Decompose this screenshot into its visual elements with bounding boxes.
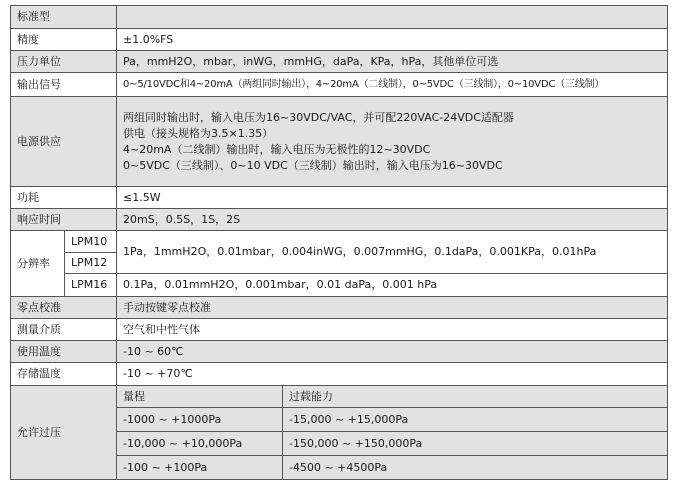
model-lpm10: LPM10 xyxy=(65,231,117,253)
pressure-unit-row xyxy=(11,51,668,73)
pressure-unit-label: 压力单位 xyxy=(11,51,117,73)
resolution-value-lpm10-lpm12: 1Pa，1mmH2O，0.01mbar，0.004inWG，0.007mmHG，0.1daPa，0.001KPa，0.01hPa xyxy=(117,231,668,274)
power-supply-row xyxy=(11,97,668,187)
zero-calibration-label: 零点校准 xyxy=(11,297,117,319)
model-lpm16: LPM16 xyxy=(65,274,117,297)
power-consumption-value: ≤1.5W xyxy=(117,187,668,209)
table-title: 标准型 xyxy=(11,6,117,29)
power-supply-value xyxy=(117,97,668,187)
power-supply-line: 两组同时输出时，输入电压为16~30VDC/VAC，并可配220VAC-24VDC适配器 xyxy=(123,110,514,124)
zero-calibration-value: 手动按键零点校准 xyxy=(117,297,668,319)
title-row xyxy=(11,6,668,29)
overpressure-overload: -4500 ~ +4500Pa xyxy=(283,456,668,480)
power-consumption-label: 功耗 xyxy=(11,187,117,209)
power-supply-line: 4~20mA（二线制）输出时，输入电压为无极性的12~30VDC xyxy=(123,142,431,156)
operating-temp-row xyxy=(11,341,668,363)
power-supply-label: 电源供应 xyxy=(11,97,117,187)
storage-temp-label: 存储温度 xyxy=(11,363,117,386)
output-signal-label: 输出信号 xyxy=(11,73,117,97)
spec-table xyxy=(10,5,668,480)
overpressure-header-row xyxy=(11,386,668,408)
output-signal-value: 0~5/10VDC和4~20mA（两组同时输出），4~20mA（二线制），0~5VDC（三线制），0~10VDC（三线制） xyxy=(117,73,668,97)
accuracy-label: 精度 xyxy=(11,29,117,51)
overpressure-range: -1000 ~ +1000Pa xyxy=(117,408,283,432)
storage-temp-row xyxy=(11,363,668,386)
medium-value: 空气和中性气体 xyxy=(117,319,668,341)
resolution-row xyxy=(11,231,668,253)
medium-row xyxy=(11,319,668,341)
power-supply-line: 0~5VDC（三线制）、0~10 VDC（三线制）输出时，输入电压为16~30VDC xyxy=(123,158,503,172)
overpressure-label: 允许过压 xyxy=(11,386,117,480)
storage-temp-value: -10 ~ +70℃ xyxy=(117,363,668,386)
output-signal-row xyxy=(11,73,668,97)
response-time-label: 响应时间 xyxy=(11,209,117,231)
response-time-row xyxy=(11,209,668,231)
response-time-value: 20mS，0.5S，1S，2S xyxy=(117,209,668,231)
power-consumption-row xyxy=(11,187,668,209)
resolution-value-lpm16: 0.1Pa，0.01mmH2O，0.001mbar，0.01 daPa，0.001 hPa xyxy=(117,274,668,297)
overpressure-overload: -15,000 ~ +15,000Pa xyxy=(283,408,668,432)
zero-calibration-row xyxy=(11,297,668,319)
power-supply-line: 供电（接头规格为3.5×1.35） xyxy=(123,126,274,140)
operating-temp-label: 使用温度 xyxy=(11,341,117,363)
overpressure-range: -100 ~ +100Pa xyxy=(117,456,283,480)
resolution-label: 分辨率 xyxy=(11,231,65,297)
model-lpm12: LPM12 xyxy=(65,253,117,274)
pressure-unit-value: Pa，mmH2O，mbar，inWG，mmHG，daPa，KPa，hPa，其他单位可选 xyxy=(117,51,668,73)
accuracy-value: ±1.0%FS xyxy=(117,29,668,51)
overpressure-col-overload: 过载能力 xyxy=(283,386,668,408)
overpressure-col-range: 量程 xyxy=(117,386,283,408)
medium-label: 测量介质 xyxy=(11,319,117,341)
overpressure-range: -10,000 ~ +10,000Pa xyxy=(117,432,283,456)
overpressure-overload: -150,000 ~ +150,000Pa xyxy=(283,432,668,456)
operating-temp-value: -10 ~ 60℃ xyxy=(117,341,668,363)
accuracy-row xyxy=(11,29,668,51)
resolution-row xyxy=(11,274,668,297)
